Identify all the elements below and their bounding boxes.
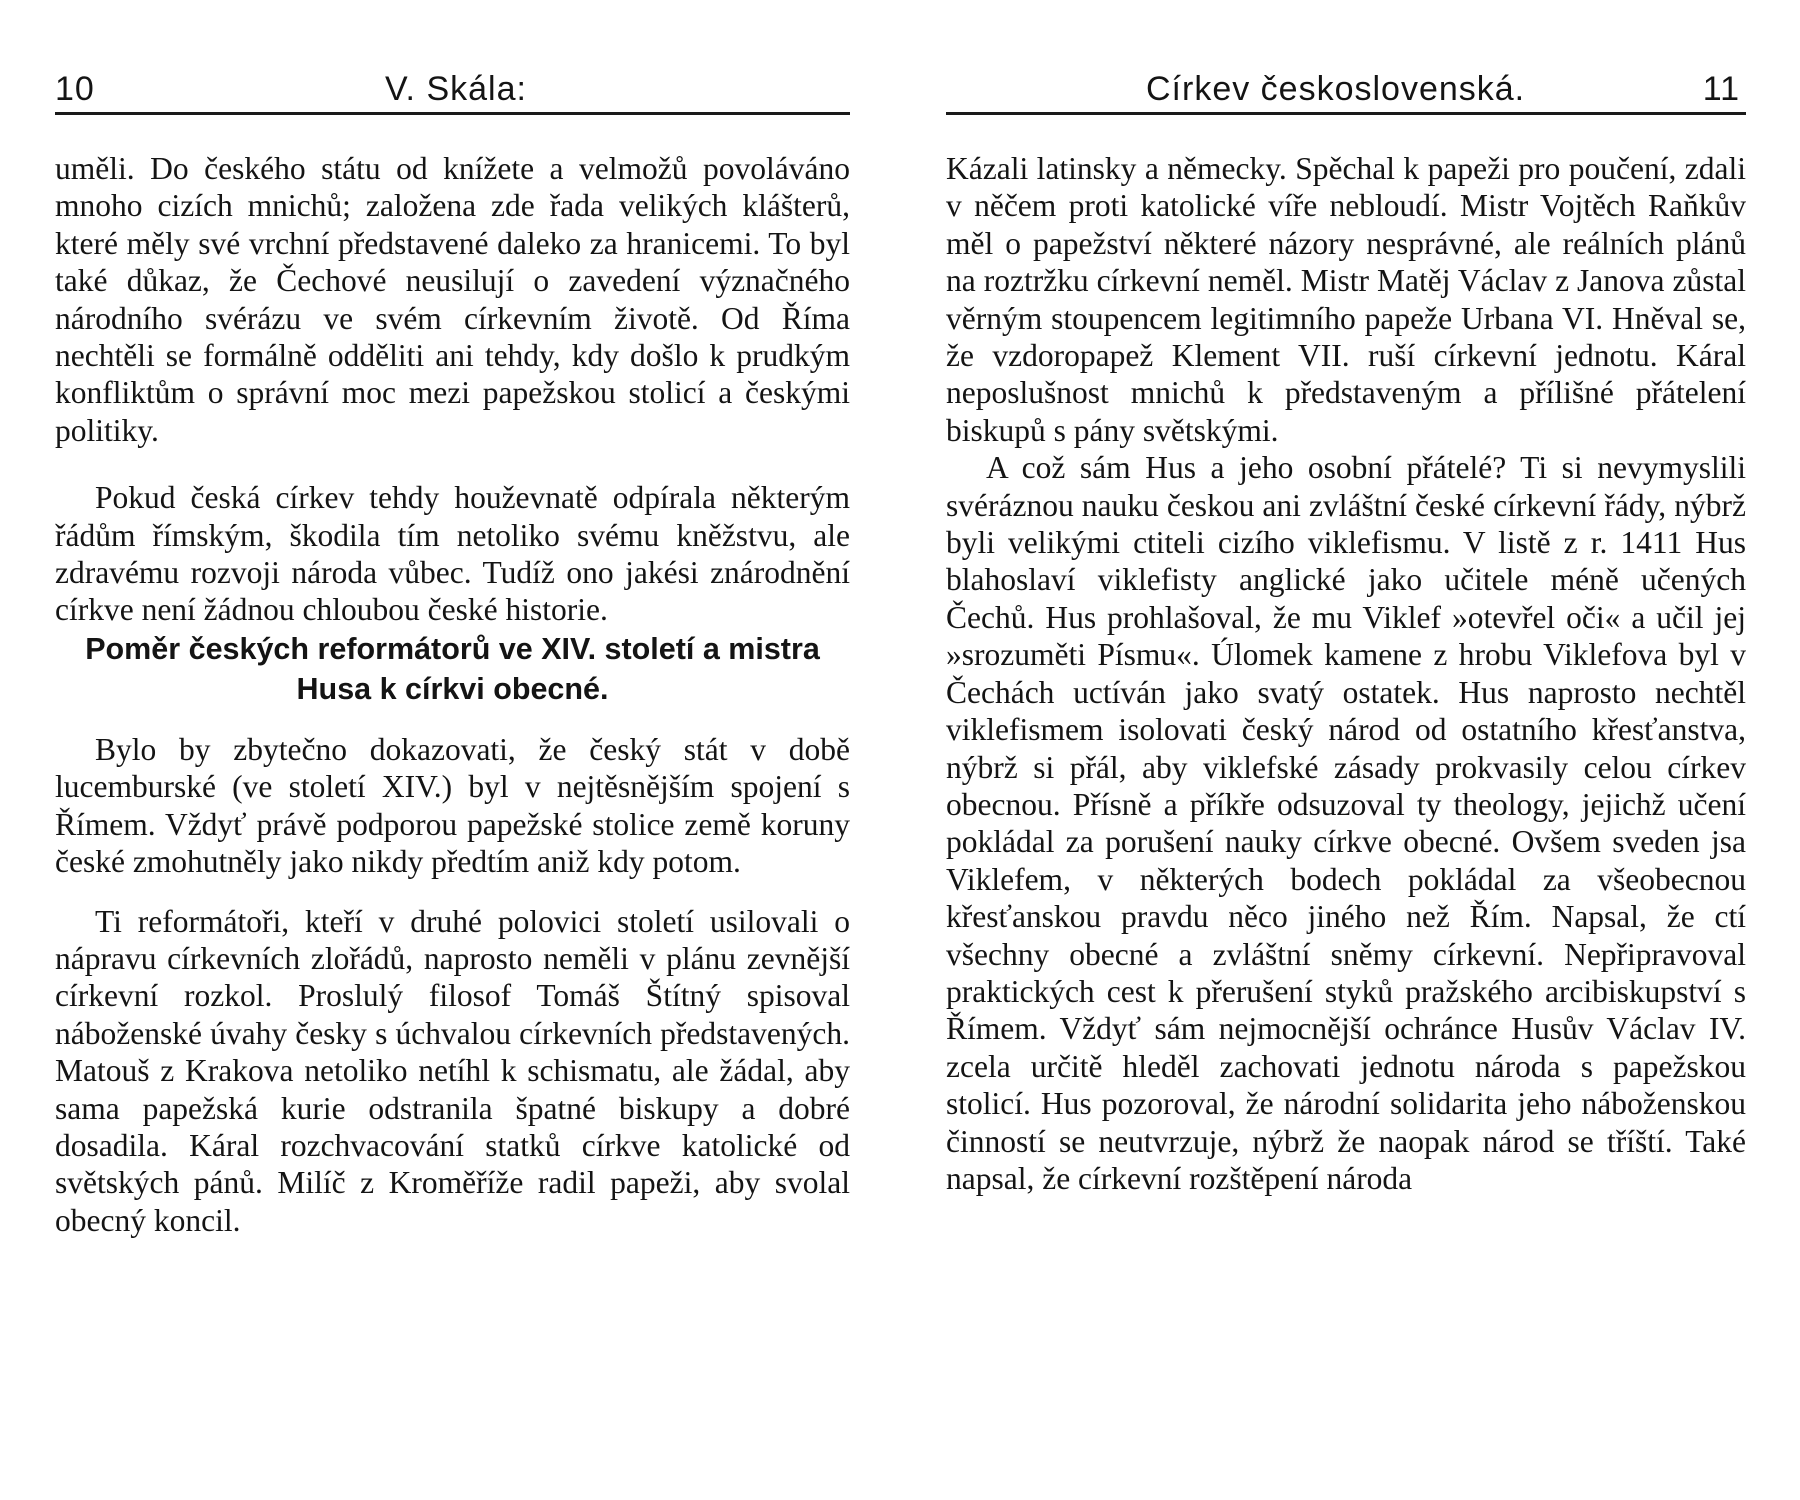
- left-page-running-title: V. Skála:: [385, 70, 527, 108]
- left-page-header: [55, 66, 850, 112]
- right-paragraph-2: A což sám Hus a jeho osobní přátelé? Ti si nevymyslili svéráznou nauku českou ani zvláštní české církevní řády, nýbrž byli velikými ctiteli cizího viklefismu. V listě z r. 1411 Hus blahoslaví viklefisty anglické jako učitele méně učených Čechů. Hus prohlašoval, že mu Viklef »otevřel oči« a učil jej »srozuměti Písmu«. Úlomek kamene z hrobu Viklefova byl v Čechách uctíván jako svatý ostatek. Hus naprosto nechtěl viklefismem isolovati český národ od ostatního křesťanstva, nýbrž si přál, aby viklefské zásady prokvasily celou církev obecnou. Přísně a příkře odsuzoval ty theology, jejichž učení pokládal za porušení nauky církve obecné. Ovšem sveden jsa Viklefem, v některých bodech pokládal za všeobecnou křesťanskou pravdu něco jiného než Řím. Napsal, že ctí všechny obecné a zvláštní sněmy církevní. Nepřipravoval praktických cest k přerušení styků pražského arcibiskupství s Římem. Vždyť sám nejmocnější ochránce Husův Václav IV. zcela určitě hleděl zachovati jednotu národa s papežskou stolicí. Hus pozoroval, že národní solidarita jeho náboženskou činností se neutvrzuje, nýbrž že naopak národ se tříští. Také napsal, že církevní rozštěpení národa: [946, 450, 1746, 1196]
- left-header-rule: [55, 112, 850, 115]
- left-page-number: 10: [55, 70, 95, 108]
- left-page-body: [55, 150, 850, 1239]
- left-paragraph-4: Ti reformátoři, kteří v druhé polovici století usilovali o nápravu církevních zlořádů, naprosto neměli v plánu zevnější církevní rozkol. Proslulý filosof Tomáš Štítný spisoval náboženské úvahy česky s úchvalou církevních představených. Matouš z Krakova netoliko netíhl k schismatu, ale žádal, aby sama papežská kurie odstranila špatné biskupy a dobré dosadila. Káral rozchvacování statků církve katolické od světských pánů. Milíč z Kroměříže radil papeži, aby svolal obecný koncil.: [55, 903, 850, 1238]
- left-page: [55, 0, 850, 1500]
- left-paragraph-3: Bylo by zbytečno dokazovati, že český stát v době lucemburské (ve století XIV.) byl v nejtěsnějším spojení s Římem. Vždyť právě podporou papežské stolice země koruny české zmohutněly jako nikdy předtím aniž kdy potom.: [55, 731, 850, 880]
- left-paragraph-1: uměli. Do českého státu od knížete a velmožů povoláváno mnoho cizích mnichů; založena zde řada velikých klášterů, které měly své vrchní představené daleko za hranicemi. To byl také důkaz, že Čechové neusilují o zavedení význačného národního svérázu ve svém církevním životě. Od Říma nechtěli se formálně odděliti ani tehdy, kdy došlo k prudkým konfliktům o správní moc mezi papežskou stolicí a českými politiky.: [55, 151, 850, 448]
- right-page-body: [946, 150, 1746, 1197]
- right-page-header: [946, 66, 1746, 112]
- right-page-number: 11: [1702, 70, 1740, 108]
- right-page-running-title: Církev československá.: [1146, 70, 1526, 108]
- section-heading: Poměr českých reformátorů ve XIV. století a mistra Husa k církvi obecné.: [85, 631, 820, 706]
- left-paragraph-2: Pokud česká církev tehdy houževnatě odpírala některým řádům římským, škodila tím netoliko svému kněžstvu, ale zdravému rozvoji národa vůbec. Tudíž ono jakési znárodnění církve není žádnou chloubou české historie.: [55, 480, 850, 628]
- right-header-rule: [946, 112, 1746, 115]
- right-page: [946, 0, 1746, 1500]
- right-paragraph-1: Kázali latinsky a německy. Spěchal k papeži pro poučení, zdali v něčem proti katolické víře nebloudí. Mistr Vojtěch Raňkův měl o papežství některé názory nesprávné, ale reálních plánů na roztržku církevní neměl. Mistr Matěj Václav z Janova zůstal věrným stoupencem legitimního papeže Urbana VI. Hněval se, že vzdoropapež Klement VII. ruší církevní jednotu. Káral neposlušnost mnichů k představeným a přílišné přátelení biskupů s pány světskými.: [946, 151, 1746, 448]
